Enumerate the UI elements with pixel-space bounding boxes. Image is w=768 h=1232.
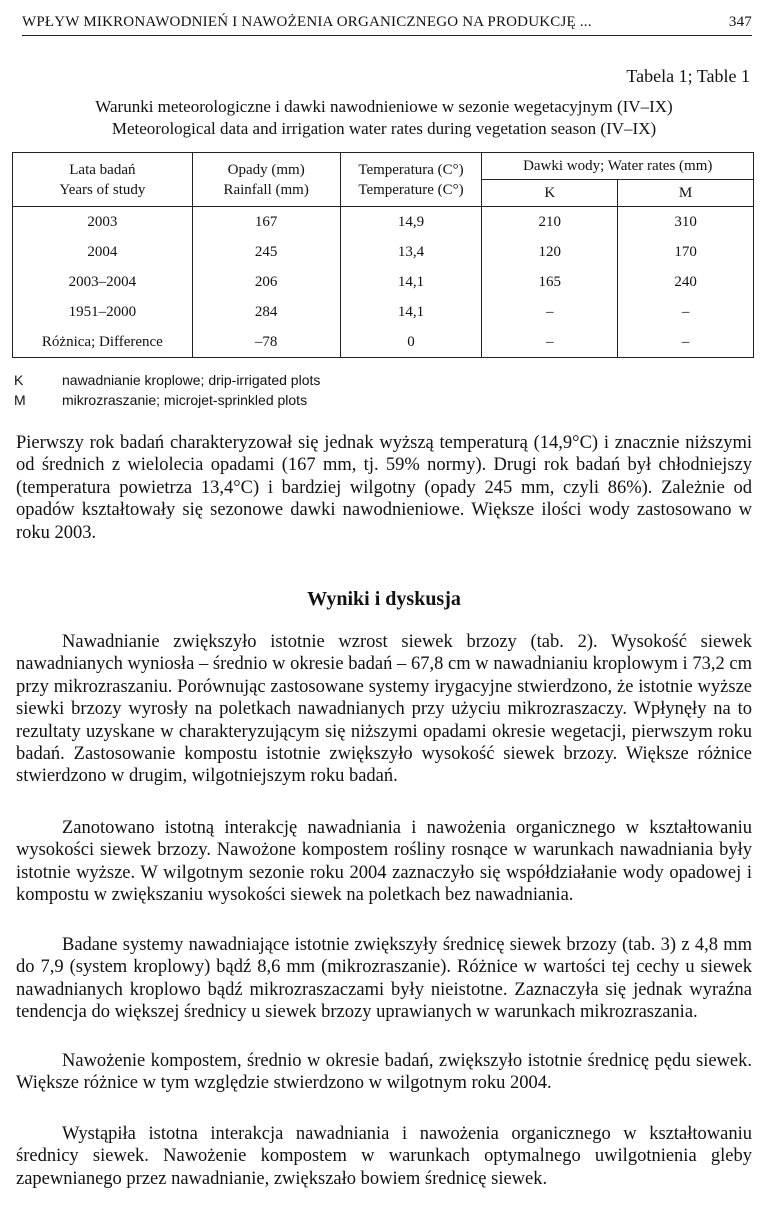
cell-year: Różnica; Difference xyxy=(13,327,193,358)
intro-paragraph: Pierwszy rok badań charakteryzował się jednak wyższą temperaturą (14,9°C) i znacznie niższymi od średnich z wielolecia opadami (167 mm, tj. 59% normy). Drugi rok badań był chłodniejszy (temperatura powietrza 13,4°C) i bardziej wilgotny (opady 245 mm, czyli 86%). Zależnie od opadów kształtowały się sezonowe dawki nawodnieniowe. Większe ilości wody zastosowano w roku 2003. xyxy=(16,433,752,543)
table-caption-en: Meteorological data and irrigation water rates during vegetation season (IV–IX) xyxy=(111,119,657,138)
table-row xyxy=(13,207,754,238)
running-title: WPŁYW MIKRONAWODNIEŃ I NAWOŻENIA ORGANICZNEGO NA PRODUKCJĘ ... xyxy=(22,14,592,30)
running-head xyxy=(22,14,752,36)
cell-rain: 284 xyxy=(192,297,340,327)
table-row xyxy=(13,297,754,327)
cell-m: 170 xyxy=(618,237,754,267)
cell-k: – xyxy=(482,297,618,327)
meteo-table xyxy=(12,152,754,358)
header-temp: Temperatura (C°) Temperature (C°) xyxy=(340,153,482,207)
table-caption-pl: Warunki meteorologiczne i dawki nawodnieniowe w sezonie wegetacyjnym (IV–IX) xyxy=(95,97,673,116)
cell-m: – xyxy=(618,297,754,327)
cell-temp: 14,1 xyxy=(340,267,482,297)
cell-rain: 206 xyxy=(192,267,340,297)
paragraph: Zanotowano istotną interakcję nawadniania i nawożenia organicznego w kształtowaniu wysokości siewek brzozy. Nawożone kompostem rośliny rosnące w warunkach nawadniania były istotnie wyższe. W wilgotnym sezonie roku 2004 zaznaczyło się współdziałanie wody opadowej i kompostu w zwiększaniu wysokości siewek na poletkach bez nawadniania. xyxy=(16,818,752,906)
header-year: Lata badań Years of study xyxy=(13,153,193,207)
page-number: 347 xyxy=(728,14,752,30)
cell-year: 2003 xyxy=(13,207,193,238)
cell-temp: 14,9 xyxy=(340,207,482,238)
paragraph: Wystąpiła istotna interakcja nawadniania i nawożenia organicznego w kształtowaniu średnicy siewek. Nawożenie kompostem w warunkach optymalnego uwilgotnienia gleby zapewnianego przez nawadnianie, zwiększało bowiem średnicę siewek. xyxy=(16,1124,752,1189)
cell-m: – xyxy=(618,327,754,358)
cell-m: 310 xyxy=(618,207,754,238)
header-rain: Opady (mm) Rainfall (mm) xyxy=(192,153,340,207)
cell-k: 165 xyxy=(482,267,618,297)
footnote-k: K nawadnianie kroplowe; drip-irrigated plots xyxy=(14,372,321,388)
cell-temp: 13,4 xyxy=(340,237,482,267)
cell-year: 2003–2004 xyxy=(13,267,193,297)
header-water: Dawki wody; Water rates (mm) xyxy=(482,153,754,180)
cell-rain: 245 xyxy=(192,237,340,267)
table-label: Tabela 1; Table 1 xyxy=(626,66,750,86)
cell-k: – xyxy=(482,327,618,358)
cell-rain: –78 xyxy=(192,327,340,358)
section-title: Wyniki i dyskusja xyxy=(307,588,461,610)
cell-temp: 14,1 xyxy=(340,297,482,327)
table-row xyxy=(13,267,754,297)
paragraph: Badane systemy nawadniające istotnie zwiększyły średnicę siewek brzozy (tab. 3) z 4,8 mm do 7,9 (system kroplowy) bądź 8,6 mm (mikrozraszanie). Różnice w wartości tej cechy u siewek nawadnianych kroplowo bądź mikrozraszaczami były nieistotne. Zaznaczyła się jednak wyraźna tendencja do większej średnicy u siewek brzozy uprawianych w warunkach mikrozraszania. xyxy=(16,935,752,1023)
cell-rain: 167 xyxy=(192,207,340,238)
header-m: M xyxy=(618,180,754,207)
cell-m: 240 xyxy=(618,267,754,297)
footnote-m: M mikrozraszanie; microjet-sprinkled plots xyxy=(14,392,308,408)
cell-k: 120 xyxy=(482,237,618,267)
table-row xyxy=(13,237,754,267)
header-k: K xyxy=(482,180,618,207)
cell-k: 210 xyxy=(482,207,618,238)
cell-temp: 0 xyxy=(340,327,482,358)
paragraph: Nawożenie kompostem, średnio w okresie badań, zwiększyło istotnie średnicę pędu siewek. Większe różnice w tym względzie stwierdzono w wilgotnym roku 2004. xyxy=(16,1051,752,1094)
paragraph: Nawadnianie zwiększyło istotnie wzrost siewek brzozy (tab. 2). Wysokość siewek nawadnianych wyniosła – średnio w okresie badań – 67,8 cm w nawadnianiu kroplowym i 73,2 cm przy mikrozraszaniu. Porównując zastosowane systemy irygacyjne stwierdzono, że istotnie wyższe siewki brzozy wyrosły na poletkach nawadnianych przy użyciu mikrozraszaczy. Wpłynęły na to rezultaty uzyskane w charakteryzującym się niższymi opadami okresie wegetacji, pierwszym roku badań. Zastosowanie kompostu istotnie zwiększyło wysokość siewek brzozy. Większe różnice stwierdzono w drugim, wilgotniejszym roku badań. xyxy=(16,632,752,787)
table-row xyxy=(13,327,754,358)
cell-year: 1951–2000 xyxy=(13,297,193,327)
cell-year: 2004 xyxy=(13,237,193,267)
